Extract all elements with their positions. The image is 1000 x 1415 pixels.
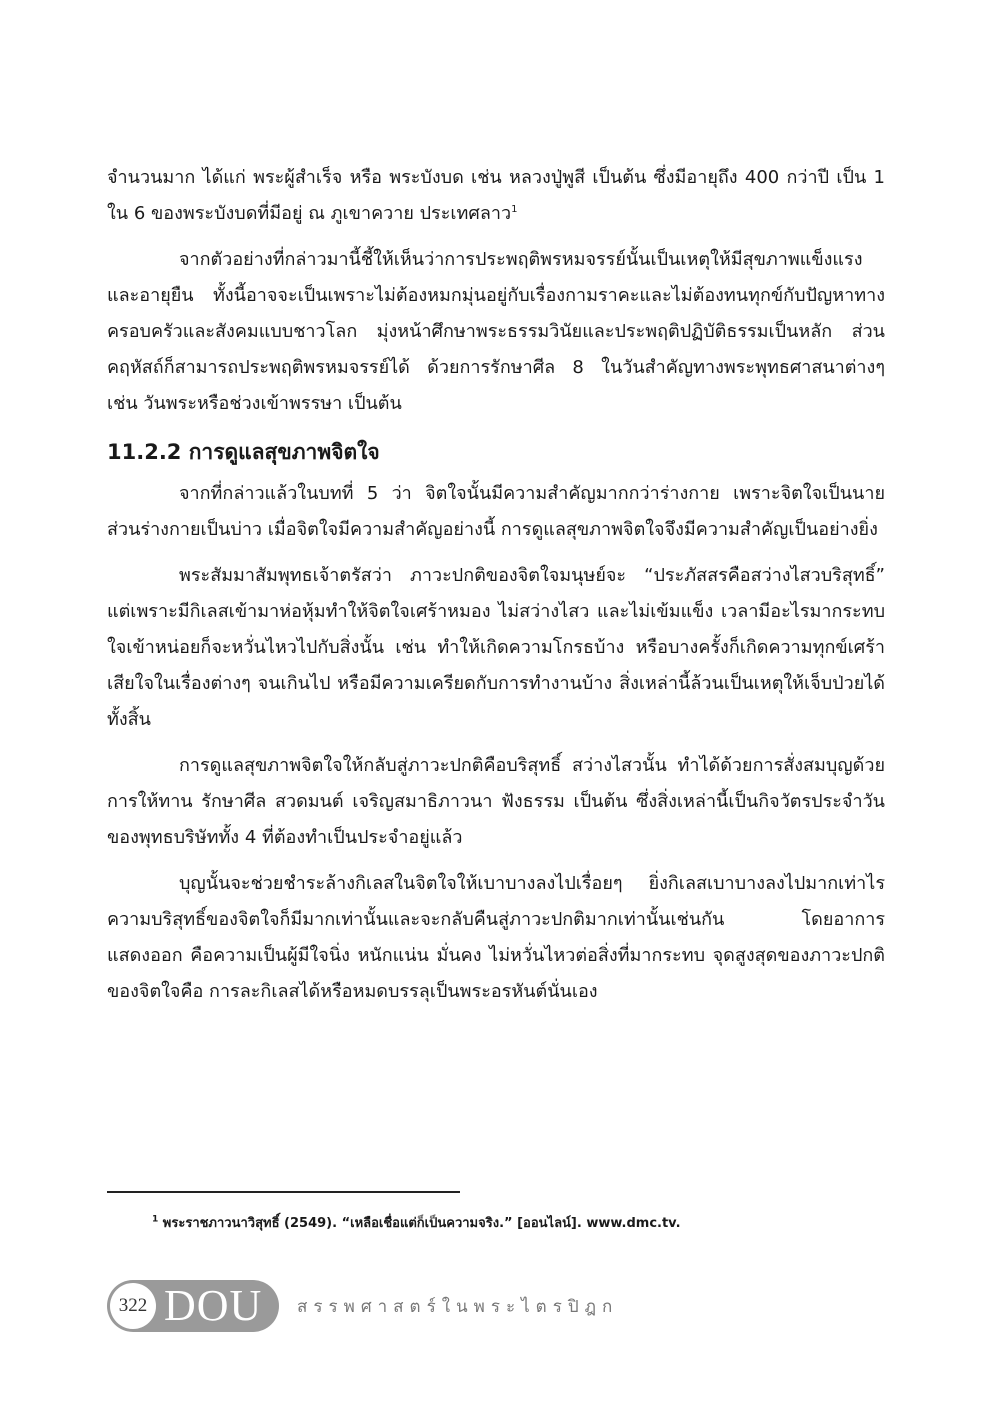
paragraph-2: จากตัวอย่างที่กล่าวมานี้ชี้ให้เห็นว่าการประพฤติพรหมจรรย์นั้นเป็นเหตุให้มีสุขภาพแข็งแรงและอายุยืน ทั้งนี้อาจจะเป็นเพราะไม่ต้องหมกมุ่นอยู่กับเรื่องกามราคะและไม่ต้องทนทุกข์กับปัญหาทางครอบครัวและสังคมแบบชาวโลก มุ่งหน้าศึกษาพระธรรมวินัยและประพฤติปฏิบัติธรรมเป็นหลัก ส่วนคฤหัสถ์ก็สามารถประพฤติพรหมจรรย์ได้ ด้วยการรักษาศีล 8 ในวันสำคัญทางพระพุทธศาสนาต่างๆ เช่น วันพระหรือช่วงเข้าพรรษา เป็นต้น: [107, 249, 885, 414]
section-heading: 11.2.2 การดูแลสุขภาพจิตใจ: [107, 440, 380, 464]
book-title: สรรพศาสตร์ในพระไตรปิฎก: [297, 1296, 619, 1317]
paragraph-6: บุญนั้นจะช่วยชำระล้างกิเลสในจิตใจให้เบาบางลงไปเรื่อยๆ ยิ่งกิเลสเบาบางลงไปมากเท่าไร ความบริสุทธิ์ของจิตใจก็มีมากเท่านั้นและจะกลับคืนสู่ภาวะปกติมากเท่านั้นเช่นกัน โดยอาการแสดงออก คือความเป็นผู้มีใจนิ่ง หนักแน่น มั่นคง ไม่หวั่นไหวต่อสิ่งที่มากระทบ จุดสูงสุดของภาวะปกติของจิตใจคือ การละกิเลสได้หรือหมดบรรลุเป็นพระอรหันต์นั่นเอง: [107, 873, 885, 1002]
footnote-text: พระราชภาวนาวิสุทธิ์ (2549). “เหลือเชื่อแต่ก็เป็นความจริง.” [ออนไลน์]. www.dmc.tv.: [162, 1216, 681, 1231]
page-number: 322: [110, 1283, 156, 1329]
footnote: [152, 1215, 681, 1233]
page-footer: [107, 1280, 618, 1332]
paragraph-3: จากที่กล่าวแล้วในบทที่ 5 ว่า จิตใจนั้นมีความสำคัญมากกว่าร่างกาย เพราะจิตใจเป็นนาย ส่วนร่างกายเป็นบ่าว เมื่อจิตใจมีความสำคัญอย่างนี้ การดูแลสุขภาพจิตใจจึงมีความสำคัญเป็นอย่างยิ่ง: [107, 483, 885, 540]
paragraph-1-text: จำนวนมาก ได้แก่ พระผู้สำเร็จ หรือ พระบังบด เช่น หลวงปู่พูสี เป็นต้น ซึ่งมีอายุถึง 400 กว่าปี เป็น 1 ใน 6 ของพระบังบดที่มีอยู่ ณ ภูเขาควาย ประเทศลาว: [107, 167, 885, 224]
paragraph-4: พระสัมมาสัมพุทธเจ้าตรัสว่า ภาวะปกติของจิตใจมนุษย์จะ “ประภัสสรคือสว่างไสวบริสุทธิ์” แต่เพราะมีกิเลสเข้ามาห่อหุ้มทำให้จิตใจเศร้าหมอง ไม่สว่างไสว และไม่เข้มแข็ง เวลามีอะไรมากระทบใจเข้าหน่อยก็จะหวั่นไหวไปกับสิ่งนั้น เช่น ทำให้เกิดความโกรธบ้าง หรือบางครั้งก็เกิดความทุกข์เศร้าเสียใจในเรื่องต่างๆ จนเกินไป หรือมีความเครียดกับการทำงานบ้าง สิ่งเหล่านี้ล้วนเป็นเหตุให้เจ็บป่วยได้ทั้งสิ้น: [107, 565, 885, 730]
footnote-reference: 1: [511, 204, 518, 215]
dou-badge: [107, 1280, 279, 1332]
footnote-separator: [107, 1191, 460, 1193]
dou-logo: DOU: [164, 1281, 263, 1330]
page-body: [107, 160, 885, 1020]
footnote-marker: 1: [152, 1214, 159, 1225]
paragraph-1: [107, 160, 885, 232]
paragraph-5: การดูแลสุขภาพจิตใจให้กลับสู่ภาวะปกติคือบริสุทธิ์ สว่างไสวนั้น ทำได้ด้วยการสั่งสมบุญด้วยการให้ทาน รักษาศีล สวดมนต์ เจริญสมาธิภาวนา ฟังธรรม เป็นต้น ซึ่งสิ่งเหล่านี้เป็นกิจวัตรประจำวันของพุทธบริษัททั้ง 4 ที่ต้องทำเป็นประจำอยู่แล้ว: [107, 755, 885, 848]
